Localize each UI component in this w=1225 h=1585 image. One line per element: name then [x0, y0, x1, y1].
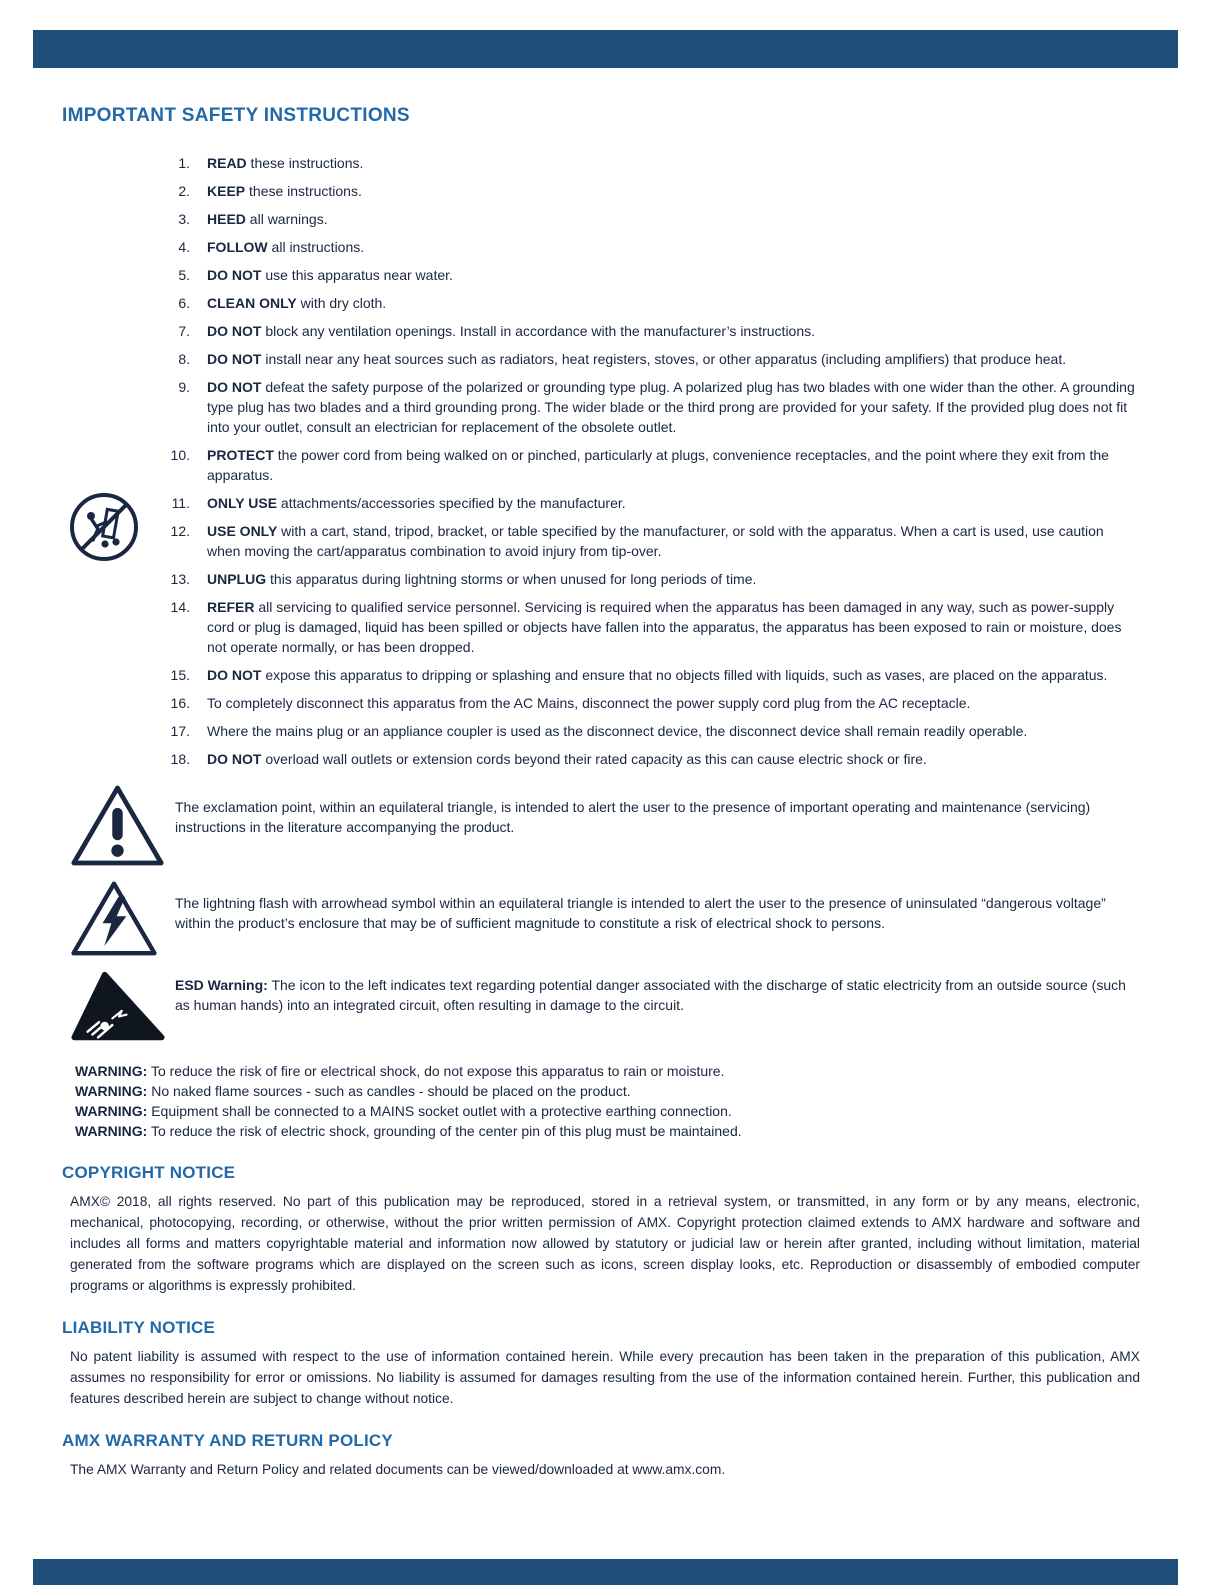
- safety-instruction: [160, 521, 1140, 561]
- lightning-note: [62, 879, 1140, 957]
- page-content: [62, 68, 1140, 1480]
- warranty-heading: AMX WARRANTY AND RETURN POLICY: [62, 1431, 393, 1450]
- safety-instruction: [160, 693, 1140, 713]
- safety-instruction: [160, 493, 1140, 513]
- instruction-lead: KEEP: [207, 183, 246, 199]
- instruction-lead: DO NOT: [207, 323, 262, 339]
- note-lead: ESD Warning:: [175, 977, 268, 993]
- instruction-lead: FOLLOW: [207, 239, 268, 255]
- instruction-text: [207, 521, 1140, 561]
- instruction-lead: PROTECT: [207, 447, 274, 463]
- symbol-notes: [62, 783, 1140, 1045]
- safety-instruction: [160, 749, 1140, 769]
- safety-instruction: [160, 153, 1140, 173]
- exclamation-note: [62, 783, 1140, 867]
- warning-text: Equipment shall be connected to a MAINS socket outlet with a protective earthing connection.: [147, 1103, 732, 1119]
- instruction-rest: block any ventilation openings. Install in accordance with the manufacturer’s instructions.: [261, 323, 816, 339]
- warning-line: [75, 1101, 1140, 1121]
- safety-instruction: [160, 569, 1140, 589]
- instruction-rest: these instructions.: [245, 183, 362, 199]
- instruction-number: 17.: [170, 723, 190, 739]
- instruction-text: [207, 181, 1140, 201]
- esd-note: [62, 969, 1140, 1045]
- liability-heading: LIABILITY NOTICE: [62, 1318, 216, 1337]
- warning-text: To reduce the risk of electric shock, grounding of the center pin of this plug must be maintained.: [147, 1123, 742, 1139]
- safety-instruction: [160, 349, 1140, 369]
- instruction-lead: DO NOT: [207, 351, 262, 367]
- instruction-lead: USE ONLY: [207, 523, 278, 539]
- instruction-rest: the power cord from being walked on or pinched, particularly at plugs, convenience receptacles, and the point where they exit from the apparatus.: [207, 447, 1109, 483]
- instruction-number: 6.: [178, 295, 190, 311]
- instruction-text: [207, 349, 1140, 369]
- lightning-triangle-icon: [70, 879, 158, 957]
- warnings-list: [75, 1061, 1140, 1141]
- instruction-text: [207, 321, 1140, 341]
- safety-instruction: [160, 321, 1140, 341]
- instruction-text: [207, 265, 1140, 285]
- instruction-lead: ONLY USE: [207, 495, 278, 511]
- instruction-text: [207, 293, 1140, 313]
- instruction-number: 4.: [178, 239, 190, 255]
- instruction-lead: DO NOT: [207, 267, 262, 283]
- instruction-text: [207, 445, 1140, 485]
- instruction-rest: these instructions.: [246, 155, 364, 171]
- warning-line: [75, 1061, 1140, 1081]
- safety-instruction: [160, 597, 1140, 657]
- esd-note-text: [175, 969, 1140, 1015]
- instruction-rest: Where the mains plug or an appliance coupler is used as the disconnect device, the disconnect device shall remain readily operable.: [207, 723, 1028, 739]
- instruction-text: [207, 721, 1140, 741]
- instruction-text: [207, 493, 1140, 513]
- instruction-number: 10.: [170, 447, 190, 463]
- instruction-lead: REFER: [207, 599, 255, 615]
- warranty-body: The AMX Warranty and Return Policy and related documents can be viewed/downloaded at www.amx.com.: [70, 1462, 726, 1477]
- safety-instruction: [160, 265, 1140, 285]
- instruction-number: 12.: [170, 523, 190, 539]
- instruction-rest: attachments/accessories specified by the manufacturer.: [277, 495, 626, 511]
- instruction-text: [207, 665, 1140, 685]
- instruction-number: 16.: [170, 695, 190, 711]
- safety-instruction: [160, 721, 1140, 741]
- warning-label: WARNING:: [75, 1103, 148, 1119]
- note-body: The lightning flash with arrowhead symbol within an equilateral triangle is intended to alert the user to the presence of uninsulated “dangerous voltage” within the product’s enclosure that may be of sufficient magnitude to constitute a risk of electrical shock to persons.: [175, 895, 1106, 931]
- instruction-rest: To completely disconnect this apparatus from the AC Mains, disconnect the power supply cord plug from the AC receptacle.: [207, 695, 971, 711]
- safety-instructions-list: [62, 153, 1140, 769]
- instruction-number: 8.: [178, 351, 190, 367]
- instruction-rest: defeat the safety purpose of the polarized or grounding type plug. A polarized plug has two blades with one wider than the other. A grounding type plug has two blades and a third grounding prong. The wider blade or the third prong are provided for your safety. If the provided plug does not fit into your outlet, consult an electrician for replacement of the obsolete outlet.: [207, 379, 1135, 435]
- instruction-rest: all servicing to qualified service personnel. Servicing is required when the apparatus has been damaged in any way, such as power-supply cord or plug is damaged, liquid has been spilled or objects have fallen into the apparatus, the apparatus has been exposed to rain or moisture, does not operate normally, or has been dropped.: [207, 599, 1122, 655]
- instruction-rest: all warnings.: [245, 211, 328, 227]
- instruction-number: 1.: [178, 155, 190, 171]
- warning-text: To reduce the risk of fire or electrical shock, do not expose this apparatus to rain or moisture.: [147, 1063, 725, 1079]
- note-body: The exclamation point, within an equilateral triangle, is intended to alert the user to the presence of important operating and maintenance (servicing) instructions in the literature accompanying the product.: [175, 799, 1091, 835]
- instruction-number: 7.: [178, 323, 190, 339]
- safety-instruction: [160, 445, 1140, 485]
- top-header-bar: [33, 30, 1178, 68]
- instruction-text: [207, 209, 1140, 229]
- page-title: IMPORTANT SAFETY INSTRUCTIONS: [62, 105, 410, 126]
- safety-instruction: [160, 181, 1140, 201]
- warning-line: [75, 1121, 1140, 1141]
- bottom-footer-bar: [33, 1559, 1178, 1585]
- instruction-number: 2.: [178, 183, 190, 199]
- warning-label: WARNING:: [75, 1123, 148, 1139]
- instruction-lead: DO NOT: [207, 751, 262, 767]
- instruction-lead: UNPLUG: [207, 571, 267, 587]
- instruction-text: [207, 569, 1140, 589]
- copyright-body: AMX© 2018, all rights reserved. No part of this publication may be reproduced, stored in a retrieval system, or transmitted, in any form or by any means, electronic, mechanical, photocopying, recording, or otherwise, without the prior written permission of AMX. Copyright protection claimed extends to AMX hardware and software and includes all forms and matters copyrightable material and information now allowed by statutory or judicial law or herein after granted, including without limitation, material generated from the software programs which are displayed on the screen such as icons, screen display looks, etc. Reproduction or disassembly of embodied computer programs or algorithms is expressly prohibited.: [70, 1194, 1140, 1293]
- instruction-rest: all instructions.: [267, 239, 365, 255]
- safety-instruction: [160, 209, 1140, 229]
- instruction-rest: this apparatus during lightning storms or when unused for long periods of time.: [266, 571, 757, 587]
- instruction-number: 9.: [178, 379, 190, 395]
- instruction-lead: DO NOT: [207, 667, 262, 683]
- instruction-rest: use this apparatus near water.: [261, 267, 453, 283]
- instruction-rest: overload wall outlets or extension cords beyond their rated capacity as this can cause electric shock or fire.: [261, 751, 927, 767]
- instruction-number: 3.: [178, 211, 190, 227]
- instruction-rest: expose this apparatus to dripping or splashing and ensure that no objects filled with liquids, such as vases, are placed on the apparatus.: [261, 667, 1108, 683]
- instruction-number: 18.: [170, 751, 190, 767]
- safety-instruction: [160, 665, 1140, 685]
- exclamation-note-text: [175, 783, 1140, 837]
- lightning-note-text: [175, 879, 1140, 933]
- instruction-lead: CLEAN ONLY: [207, 295, 297, 311]
- warning-label: WARNING:: [75, 1063, 148, 1079]
- exclamation-triangle-icon: [70, 783, 165, 867]
- instruction-number: 15.: [170, 667, 190, 683]
- instruction-lead: HEED: [207, 211, 246, 227]
- liability-body: No patent liability is assumed with respect to the use of information contained herein. While every precaution has been taken in the preparation of this publication, AMX assumes no responsibility for error or omissions. No liability is assumed for damages resulting from the use of the information contained herein. Further, this publication and features described herein are subject to change without notice.: [70, 1349, 1140, 1406]
- warning-label: WARNING:: [75, 1083, 148, 1099]
- note-body: The icon to the left indicates text regarding potential danger associated with the discharge of static electricity from an outside source (such as human hands) into an integrated circuit, often resulting in damage to the circuit.: [175, 977, 1126, 1013]
- esd-warning-icon: [70, 969, 166, 1045]
- instruction-number: 13.: [170, 571, 190, 587]
- instruction-rest: with dry cloth.: [296, 295, 387, 311]
- instruction-number: 11.: [171, 495, 190, 511]
- copyright-heading: COPYRIGHT NOTICE: [62, 1163, 236, 1182]
- warning-line: [75, 1081, 1140, 1101]
- instruction-text: [207, 693, 1140, 713]
- instruction-number: 5.: [178, 267, 190, 283]
- instruction-text: [207, 597, 1140, 657]
- warning-text: No naked flame sources - such as candles - should be placed on the product.: [147, 1083, 631, 1099]
- instruction-rest: install near any heat sources such as radiators, heat registers, stoves, or other apparatus (including amplifiers) that produce heat.: [261, 351, 1067, 367]
- copyright-section: [62, 1163, 1140, 1296]
- warranty-section: [62, 1431, 1140, 1480]
- instruction-lead: READ: [207, 155, 247, 171]
- instruction-text: [207, 377, 1140, 437]
- safety-instruction: [160, 377, 1140, 437]
- cart-tip-over-icon: [68, 491, 140, 563]
- instruction-number: 14.: [170, 599, 190, 615]
- instruction-rest: with a cart, stand, tripod, bracket, or table specified by the manufacturer, or sold with the apparatus. When a cart is used, use caution when moving the cart/apparatus combination to avoid injury from tip-over.: [207, 523, 1104, 559]
- safety-instruction: [160, 237, 1140, 257]
- safety-instruction: [160, 293, 1140, 313]
- liability-section: [62, 1318, 1140, 1409]
- instruction-text: [207, 237, 1140, 257]
- instruction-lead: DO NOT: [207, 379, 262, 395]
- instruction-text: [207, 749, 1140, 769]
- instruction-text: [207, 153, 1140, 173]
